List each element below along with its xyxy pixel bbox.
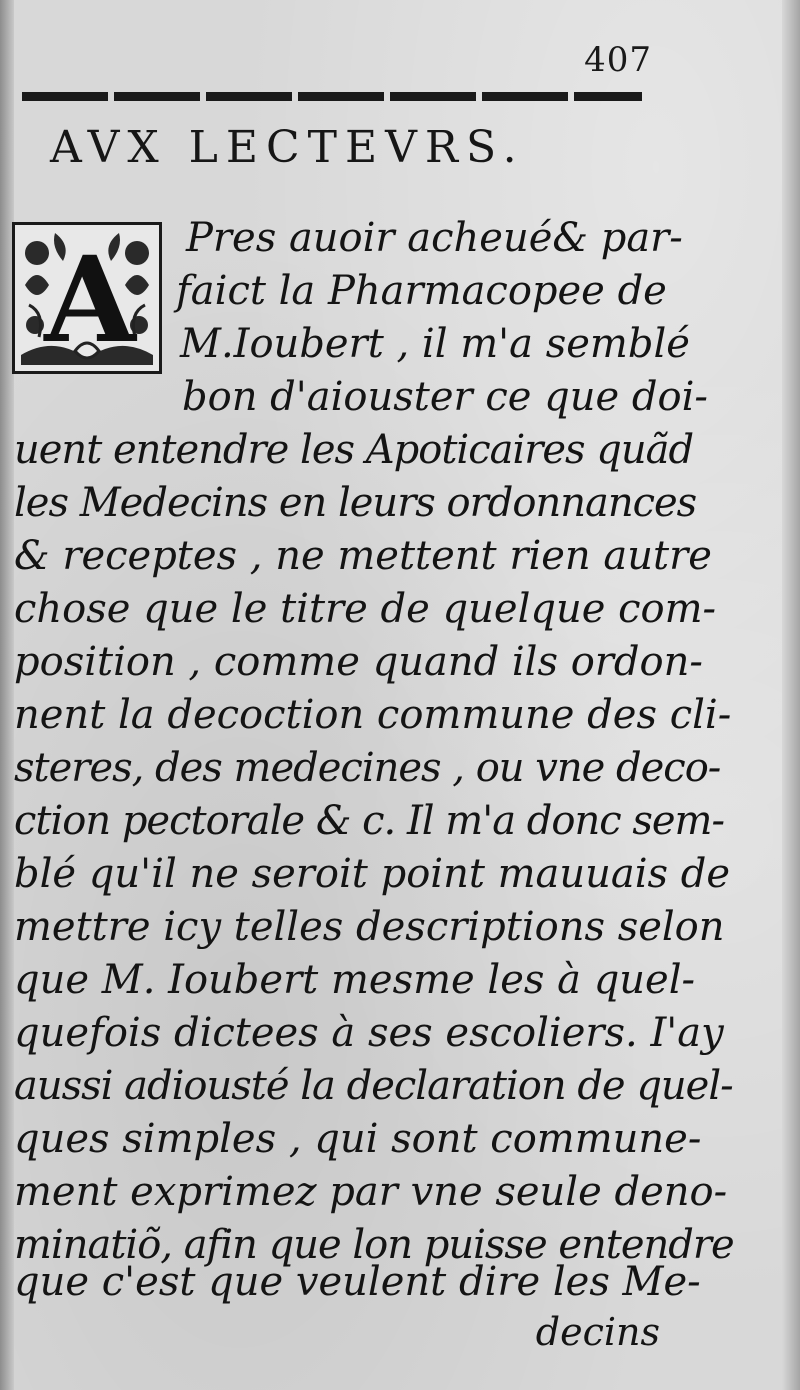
text-line: Pres auoir acheué& par- [186, 215, 683, 261]
text-line: que M. Ioubert mesme les à quel- [14, 957, 696, 1003]
text-line: uent entendre les Apoticaires quãd [14, 427, 694, 473]
text-line: minatiõ, afin que lon puisse entendre [14, 1222, 734, 1268]
ornamental-dropcap [12, 222, 162, 374]
text-line: steres, des medecines , ou vne deco- [14, 745, 721, 791]
text-line: quefois dictees à ses escoliers. I'ay [14, 1010, 724, 1056]
text-line: aussi adiousté la declaration de quel- [14, 1063, 733, 1109]
catchword: decins [535, 1310, 660, 1354]
text-line: ction pectorale & c. Il m'a donc sem- [14, 798, 724, 844]
page-gutter-shadow [0, 0, 14, 1390]
text-line: faict la Pharmacopee de [176, 268, 667, 314]
text-line: position , comme quand ils ordon- [14, 639, 703, 685]
text-line: chose que le titre de quelque com- [14, 586, 717, 632]
text-line: mettre icy telles descriptions selon [14, 904, 725, 950]
section-heading: AVX LECTEVRS. [50, 122, 525, 173]
text-line: que c'est que veulent dire les Me- [14, 1259, 701, 1305]
text-line: ques simples , qui sont commune- [14, 1116, 702, 1162]
text-line: bon d'aiouster ce que doi- [182, 374, 708, 420]
text-line: les Medecins en leurs ordonnances [14, 480, 697, 526]
page-edge [782, 0, 800, 1390]
header-rule [22, 92, 642, 101]
dropcap-letter: A [44, 230, 136, 369]
text-line: nent la decoction commune des cli- [14, 692, 732, 738]
text-line: & receptes , ne mettent rien autre [14, 533, 712, 579]
text-line: blé qu'il ne seroit point mauuais de [14, 851, 731, 897]
text-line: ment exprimez par vne seule deno- [14, 1169, 728, 1215]
page-number: 407 [584, 40, 652, 80]
text-line: M.Ioubert , il m'a semblé [180, 321, 690, 367]
